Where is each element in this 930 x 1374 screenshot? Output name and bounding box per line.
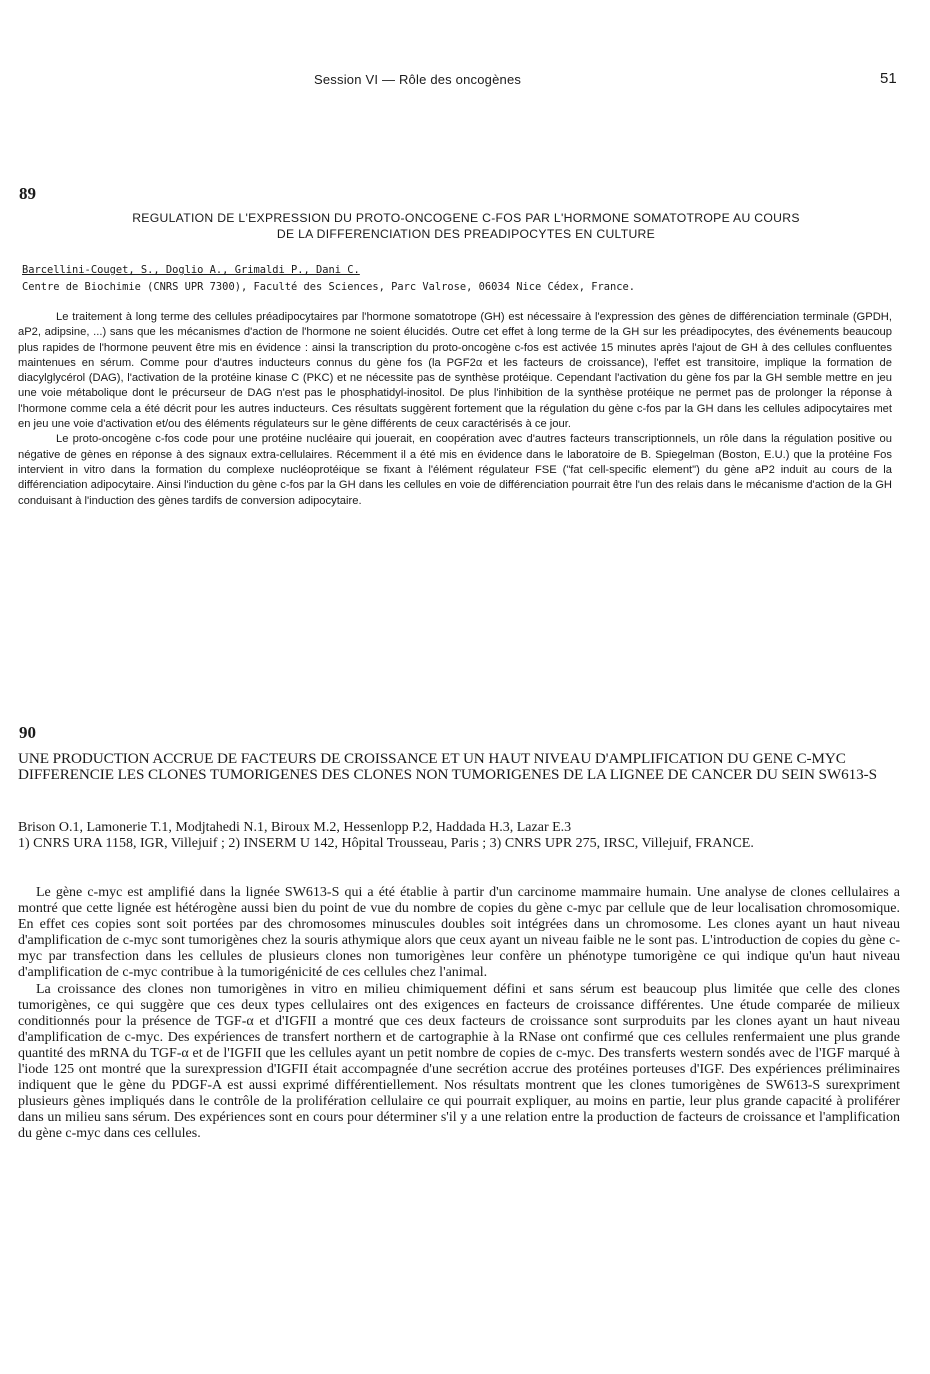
abstract-89-body xyxy=(18,310,892,509)
abstract-90-number: 90 xyxy=(19,723,36,742)
abstract-89-title xyxy=(30,210,902,242)
abstract-89-number: 89 xyxy=(19,184,36,203)
abstract-90-paragraph: Le gène c-myc est amplifié dans la lignée SW613-S qui a été établie à partir d'un carcinome mammaire humain. Une analyse de clones cellulaires a montré que cette lignée est hétérogène aussi bien du point de vue du nombre de copies du gène c-myc par cellule que de leur localisation chromosomique. En effet ces copies sont soit portées par des chromosomes minuscules doubles soit intégrées dans un chromosome. Les clones ayant un haut niveau d'amplification de c-myc sont tumorigènes chez la souris athymique alors que ceux ayant un niveau faible ne le sont pas. L'introduction de copies du gène c-myc par transfection dans les cellules de plusieurs clones non tumorigènes leur confère un phénotype tumorigène ce qui indique qu'un haut niveau d'amplification de c-myc contribue à la tumorigénicité de ces cellules chez l'animal. xyxy=(18,885,900,981)
abstract-89-byline xyxy=(22,262,902,296)
abstract-89-authors: Barcellini-Couget, S., Doglio A., Grimaldi P., Dani C. xyxy=(22,264,360,276)
abstract-89-paragraph: Le proto-oncogène c-fos code pour une protéine nucléaire qui jouerait, en coopération avec d'autres facteurs transcriptionnels, un rôle dans la régulation positive ou négative de gènes en réponse à des signaux extra-cellulaires. Récemment il a été mis en évidence dans le laboratoire de B. Spiegelman (Boston, E.U.) que la protéine Fos intervient in vitro dans la formation du complexe nucléoprotéique se fixant à l'élément régulateur FSE ("fat cell-specific element") du gène aP2 induit au cours de la différenciation adipocytaire. Ainsi l'induction du gène c-fos par la GH dans les cellules en voie de différenciation pourrait être l'un des relais dans le mécanisme d'action de la GH conduisant à l'induction des gènes tardifs de conversion adipocytaire. xyxy=(18,433,892,507)
page-number: 51 xyxy=(880,70,897,87)
abstract-90-affiliation: 1) CNRS URA 1158, IGR, Villejuif ; 2) INSERM U 142, Hôpital Trousseau, Paris ; 3) CNRS UPR 275, IRSC, Villejuif, FRANCE. xyxy=(18,836,754,851)
abstract-90-body xyxy=(18,885,900,1143)
abstract-89-affiliation: Centre de Biochimie (CNRS UPR 7300), Faculté des Sciences, Parc Valrose, 06034 Nice Cédex, France. xyxy=(22,281,636,293)
abstract-90-authors: Brison O.1, Lamonerie T.1, Modjtahedi N.1, Biroux M.2, Hessenlopp P.2, Haddada H.3, Lazar E.3 xyxy=(18,820,572,835)
abstract-90-byline xyxy=(18,820,900,852)
abstract-90-paragraph: La croissance des clones non tumorigènes in vitro en milieu chimiquement défini et sans sérum est beaucoup plus limitée que celle des clones tumorigènes, ce qui suggère que ces deux types cellulaires ont des exigences en facteurs de croissance différentes. Une étude comparée de milieux conditionnés pour la présence de TGF-α et d'IGFII a montré que ces deux facteurs de croissance sont surproduits par les clones ayant un haut niveau d'amplification de c-myc. Des expériences de transfert northern et de cartographie à la RNase ont confirmé que ces cellules renfermaient une plus grande quantité des mRNA du TGF-α et de l'IGFII que les cellules ayant un petit nombre de copies de c-myc. Des transferts western sondés avec de l'IGF marqué à l'iode 125 ont montré que la surexpression d'IGFII était accompagnée d'une secrétion accrue des protéines porteuses d'IGF. Des expériences préliminaires indiquent que le gène du PDGF-A est aussi exprimé différentiellement. Nos résultats montrent que les clones tumorigènes de SW613-S surexpriment plusieurs gènes impliqués dans le contrôle de la prolifération cellulaire ce qui pourrait expliquer, au moins en partie, leur plus grande capacité à proliférer dans un milieu sans sérum. Des expériences sont en cours pour déterminer s'il y a une relation entre la production de facteurs de croissance et l'amplification du gène c-myc dans ces cellules. xyxy=(18,981,900,1142)
abstract-89-paragraph: Le traitement à long terme des cellules préadipocytaires par l'hormone somatotrope (GH) est nécessaire à l'expression des gènes de différenciation terminale (GPDH, aP2, adipsine, ...) sans que les mécanismes d'action de l'hormone ne soient élucidés. Outre cet effet à long terme de la GH sur les préadipocytes, des événements beaucoup plus rapides de l'hormone peuvent être mis en évidence : ainsi la transcription du proto-oncogène c-fos est activée 15 minutes après l'ajout de GH à des cellules confluentes maintenues en sérum. Comme pour d'autres inducteurs connus du gène fos (la PGF2α et les facteurs de croissance), l'effet est transitoire, implique la formation de diacylglycérol (DAG), l'activation de la protéine kinase C (PKC) et ne nécessite pas de synthèse protéique. Cependant l'activation du gène fos par la GH semble mettre en jeu une voie métabolique dont le précurseur de DAG n'est pas le phosphatidyl-inositol. De plus l'inhibition de la synthèse protéique ne permet pas de prolonger la réponse à l'hormone comme cela a été décrit pour les autres inducteurs. Ces résultats suggèrent fortement que la régulation du gène c-fos par la GH dans les cellules adipocytaires met en jeu une voie d'activation et/ou des éléments régulateurs sur le gène différents de ceux caractérisés à ce jour. xyxy=(18,311,892,431)
abstract-89-title-line1: REGULATION DE L'EXPRESSION DU PROTO-ONCOGENE C-FOS PAR L'HORMONE SOMATOTROPE AU COURS xyxy=(132,211,800,225)
running-head: Session VI — Rôle des oncogènes xyxy=(314,72,522,87)
abstract-89-title-line2: DE LA DIFFERENCIATION DES PREADIPOCYTES EN CULTURE xyxy=(276,227,656,241)
abstract-90-title: UNE PRODUCTION ACCRUE DE FACTEURS DE CROISSANCE ET UN HAUT NIVEAU D'AMPLIFICATION DU GENE C-MYC DIFFERENCIE LES CLONES TUMORIGENES DES CLONES NON TUMORIGENES DE LA LIGNEE DE CANCER DU SEIN SW613-S xyxy=(18,750,877,783)
